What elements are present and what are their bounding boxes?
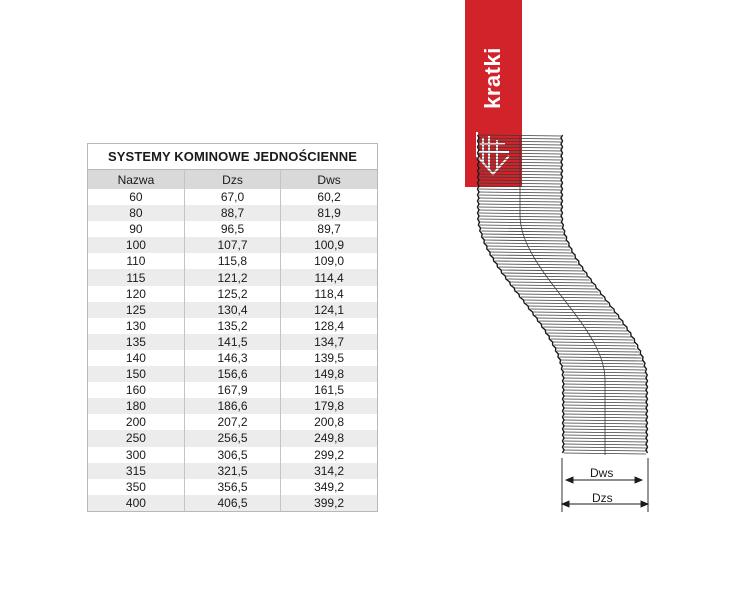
table-row xyxy=(88,350,377,366)
cell-dzs: 141,5 xyxy=(184,334,280,350)
cell-dws: 89,7 xyxy=(281,221,377,237)
cell-dws: 109,0 xyxy=(281,253,377,269)
table-row xyxy=(88,414,377,430)
table-row xyxy=(88,479,377,495)
cell-nazwa: 130 xyxy=(88,318,184,334)
table-row xyxy=(88,302,377,318)
table-row xyxy=(88,495,377,511)
cell-dws: 314,2 xyxy=(281,463,377,479)
cell-nazwa: 90 xyxy=(88,221,184,237)
cell-nazwa: 250 xyxy=(88,430,184,446)
table-row xyxy=(88,318,377,334)
table-row xyxy=(88,463,377,479)
cell-dws: 149,8 xyxy=(281,366,377,382)
column-header-nazwa: Nazwa xyxy=(88,170,184,189)
cell-dws: 128,4 xyxy=(281,318,377,334)
table-header-row xyxy=(88,170,377,189)
table-body xyxy=(88,189,377,511)
cell-dzs: 406,5 xyxy=(184,495,280,511)
table-row xyxy=(88,269,377,285)
cell-dzs: 256,5 xyxy=(184,430,280,446)
table-row xyxy=(88,334,377,350)
cell-dzs: 321,5 xyxy=(184,463,280,479)
brand-wordmark: kratki xyxy=(480,47,505,109)
cell-dws: 124,1 xyxy=(281,302,377,318)
cell-nazwa: 140 xyxy=(88,350,184,366)
table-row xyxy=(88,430,377,446)
table-row xyxy=(88,253,377,269)
cell-nazwa: 180 xyxy=(88,398,184,414)
cell-dws: 299,2 xyxy=(281,447,377,463)
cell-dws: 399,2 xyxy=(281,495,377,511)
cell-dzs: 207,2 xyxy=(184,414,280,430)
table-row xyxy=(88,447,377,463)
dimensions-grid xyxy=(88,170,377,511)
table-row xyxy=(88,286,377,302)
cell-nazwa: 300 xyxy=(88,447,184,463)
cell-nazwa: 120 xyxy=(88,286,184,302)
cell-dzs: 121,2 xyxy=(184,269,280,285)
cell-dws: 60,2 xyxy=(281,189,377,205)
cell-dzs: 96,5 xyxy=(184,221,280,237)
cell-nazwa: 400 xyxy=(88,495,184,511)
cell-dzs: 156,6 xyxy=(184,366,280,382)
dzs-dimension-label: Dzs xyxy=(592,491,613,505)
cell-dws: 161,5 xyxy=(281,382,377,398)
cell-dws: 349,2 xyxy=(281,479,377,495)
cell-dws: 118,4 xyxy=(281,286,377,302)
dimensions-table xyxy=(87,143,378,512)
cell-dzs: 107,7 xyxy=(184,237,280,253)
cell-nazwa: 110 xyxy=(88,253,184,269)
cell-dzs: 167,9 xyxy=(184,382,280,398)
cell-dzs: 88,7 xyxy=(184,205,280,221)
table-row xyxy=(88,398,377,414)
cell-nazwa: 315 xyxy=(88,463,184,479)
cell-dws: 114,4 xyxy=(281,269,377,285)
table-row xyxy=(88,221,377,237)
cell-nazwa: 60 xyxy=(88,189,184,205)
cell-dws: 200,8 xyxy=(281,414,377,430)
cell-dws: 134,7 xyxy=(281,334,377,350)
cell-nazwa: 100 xyxy=(88,237,184,253)
cell-dws: 139,5 xyxy=(281,350,377,366)
cell-nazwa: 350 xyxy=(88,479,184,495)
cell-dzs: 130,4 xyxy=(184,302,280,318)
cell-dws: 81,9 xyxy=(281,205,377,221)
cell-dzs: 356,5 xyxy=(184,479,280,495)
cell-dzs: 306,5 xyxy=(184,447,280,463)
cell-dws: 249,8 xyxy=(281,430,377,446)
flexible-pipe-drawing xyxy=(470,130,670,530)
cell-dws: 179,8 xyxy=(281,398,377,414)
cell-dzs: 115,8 xyxy=(184,253,280,269)
table-row xyxy=(88,205,377,221)
cell-dzs: 67,0 xyxy=(184,189,280,205)
cell-nazwa: 200 xyxy=(88,414,184,430)
cell-dzs: 135,2 xyxy=(184,318,280,334)
cell-nazwa: 115 xyxy=(88,269,184,285)
table-title: SYSTEMY KOMINOWE JEDNOŚCIENNE xyxy=(88,144,377,170)
column-header-dzs: Dzs xyxy=(184,170,280,189)
cell-nazwa: 135 xyxy=(88,334,184,350)
cell-nazwa: 150 xyxy=(88,366,184,382)
column-header-dws: Dws xyxy=(281,170,377,189)
cell-nazwa: 125 xyxy=(88,302,184,318)
dws-dimension-label: Dws xyxy=(590,466,614,480)
cell-dzs: 125,2 xyxy=(184,286,280,302)
cell-dzs: 186,6 xyxy=(184,398,280,414)
table-row xyxy=(88,366,377,382)
cell-dws: 100,9 xyxy=(281,237,377,253)
table-row xyxy=(88,189,377,205)
cell-nazwa: 80 xyxy=(88,205,184,221)
table-row xyxy=(88,382,377,398)
table-row xyxy=(88,237,377,253)
cell-nazwa: 160 xyxy=(88,382,184,398)
cell-dzs: 146,3 xyxy=(184,350,280,366)
